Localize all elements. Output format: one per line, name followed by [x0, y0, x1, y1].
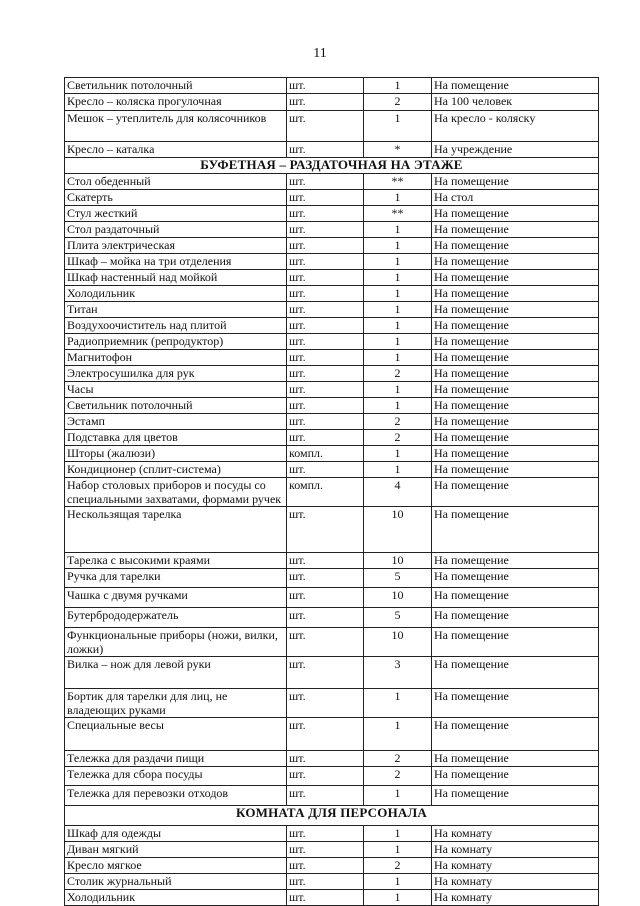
quantity-cell: 1: [364, 462, 432, 478]
quantity-cell: 10: [364, 628, 432, 657]
item-name-cell: Кресло – каталка: [65, 142, 287, 158]
unit-cell: шт.: [287, 174, 364, 190]
quantity-cell: 1: [364, 382, 432, 398]
quantity-cell: 1: [364, 826, 432, 842]
item-name-cell: Чашка с двумя ручками: [65, 588, 287, 608]
table-row: [65, 507, 599, 553]
quantity-cell: 1: [364, 890, 432, 906]
item-name-cell: Бутербрододержатель: [65, 608, 287, 628]
quantity-cell: 2: [364, 767, 432, 786]
quantity-cell: 1: [364, 446, 432, 462]
table-row: [65, 270, 599, 286]
quantity-cell: 1: [364, 398, 432, 414]
item-name-cell: Вилка – нож для левой руки: [65, 657, 287, 689]
table-row: [65, 238, 599, 254]
quantity-cell: 1: [364, 718, 432, 751]
norm-cell: На помещение: [432, 366, 599, 382]
norm-cell: На помещение: [432, 507, 599, 553]
table-row: [65, 718, 599, 751]
norm-cell: На комнату: [432, 874, 599, 890]
norm-cell: На помещение: [432, 414, 599, 430]
unit-cell: шт.: [287, 462, 364, 478]
norm-cell: На комнату: [432, 826, 599, 842]
quantity-cell: 1: [364, 270, 432, 286]
table-row: [65, 478, 599, 507]
item-name-cell: Столик журнальный: [65, 874, 287, 890]
table-row: [65, 462, 599, 478]
norm-cell: На комнату: [432, 858, 599, 874]
norm-cell: На помещение: [432, 174, 599, 190]
unit-cell: шт.: [287, 382, 364, 398]
quantity-cell: 2: [364, 430, 432, 446]
norm-cell: На помещение: [432, 398, 599, 414]
norm-cell: На помещение: [432, 446, 599, 462]
table-row: [65, 318, 599, 334]
unit-cell: шт.: [287, 874, 364, 890]
quantity-cell: 2: [364, 414, 432, 430]
quantity-cell: 1: [364, 689, 432, 718]
table-row: [65, 657, 599, 689]
item-name-cell: Функциональные приборы (ножи, вилки, ложки): [65, 628, 287, 657]
table-row: [65, 890, 599, 906]
norm-cell: На 100 человек: [432, 94, 599, 111]
norm-cell: На помещение: [432, 78, 599, 94]
unit-cell: шт.: [287, 767, 364, 786]
section-title: КОМНАТА ДЛЯ ПЕРСОНАЛА: [65, 806, 599, 826]
unit-cell: шт.: [287, 553, 364, 569]
norm-cell: На помещение: [432, 608, 599, 628]
quantity-cell: 1: [364, 190, 432, 206]
norm-cell: На помещение: [432, 718, 599, 751]
table-row: [65, 302, 599, 318]
norm-cell: На помещение: [432, 462, 599, 478]
table-row: [65, 786, 599, 806]
norm-cell: На комнату: [432, 890, 599, 906]
quantity-cell: 10: [364, 588, 432, 608]
table-row: [65, 78, 599, 94]
quantity-cell: 5: [364, 608, 432, 628]
table-row: [65, 414, 599, 430]
table-row: [65, 874, 599, 890]
unit-cell: шт.: [287, 588, 364, 608]
equipment-table-body: [65, 78, 599, 906]
item-name-cell: Тарелка с высокими краями: [65, 553, 287, 569]
unit-cell: шт.: [287, 689, 364, 718]
unit-cell: шт.: [287, 222, 364, 238]
unit-cell: компл.: [287, 478, 364, 507]
quantity-cell: 1: [364, 78, 432, 94]
item-name-cell: Скатерть: [65, 190, 287, 206]
table-row: [65, 430, 599, 446]
item-name-cell: Подставка для цветов: [65, 430, 287, 446]
unit-cell: шт.: [287, 111, 364, 142]
norm-cell: На помещение: [432, 569, 599, 588]
table-row: [65, 689, 599, 718]
page-number: 11: [313, 46, 327, 61]
item-name-cell: Плита электрическая: [65, 238, 287, 254]
norm-cell: На помещение: [432, 350, 599, 366]
item-name-cell: Ручка для тарелки: [65, 569, 287, 588]
quantity-cell: 2: [364, 366, 432, 382]
unit-cell: шт.: [287, 608, 364, 628]
unit-cell: шт.: [287, 238, 364, 254]
table-row: [65, 569, 599, 588]
unit-cell: шт.: [287, 302, 364, 318]
table-row: [65, 858, 599, 874]
table-row: [65, 588, 599, 608]
norm-cell: На помещение: [432, 628, 599, 657]
item-name-cell: Диван мягкий: [65, 842, 287, 858]
unit-cell: шт.: [287, 890, 364, 906]
quantity-cell: 1: [364, 238, 432, 254]
item-name-cell: Кресло мягкое: [65, 858, 287, 874]
item-name-cell: Кресло – коляска прогулочная: [65, 94, 287, 111]
unit-cell: шт.: [287, 657, 364, 689]
item-name-cell: Стул жесткий: [65, 206, 287, 222]
norm-cell: На помещение: [432, 238, 599, 254]
quantity-cell: 1: [364, 874, 432, 890]
unit-cell: шт.: [287, 569, 364, 588]
unit-cell: шт.: [287, 842, 364, 858]
section-header-row: [65, 158, 599, 174]
unit-cell: шт.: [287, 94, 364, 111]
unit-cell: шт.: [287, 270, 364, 286]
unit-cell: шт.: [287, 366, 364, 382]
unit-cell: шт.: [287, 286, 364, 302]
norm-cell: На помещение: [432, 478, 599, 507]
unit-cell: шт.: [287, 254, 364, 270]
norm-cell: На помещение: [432, 382, 599, 398]
unit-cell: шт.: [287, 206, 364, 222]
quantity-cell: 1: [364, 286, 432, 302]
norm-cell: На комнату: [432, 842, 599, 858]
table-row: [65, 190, 599, 206]
item-name-cell: Электросушилка для рук: [65, 366, 287, 382]
norm-cell: На помещение: [432, 222, 599, 238]
table-row: [65, 382, 599, 398]
table-row: [65, 751, 599, 767]
quantity-cell: **: [364, 206, 432, 222]
norm-cell: На помещение: [432, 786, 599, 806]
norm-cell: На стол: [432, 190, 599, 206]
unit-cell: шт.: [287, 826, 364, 842]
item-name-cell: Часы: [65, 382, 287, 398]
norm-cell: На помещение: [432, 767, 599, 786]
quantity-cell: 2: [364, 94, 432, 111]
item-name-cell: Тележка для перевозки отходов: [65, 786, 287, 806]
unit-cell: шт.: [287, 318, 364, 334]
item-name-cell: Магнитофон: [65, 350, 287, 366]
norm-cell: На помещение: [432, 334, 599, 350]
item-name-cell: Шкаф для одежды: [65, 826, 287, 842]
unit-cell: компл.: [287, 446, 364, 462]
item-name-cell: Светильник потолочный: [65, 398, 287, 414]
unit-cell: шт.: [287, 786, 364, 806]
norm-cell: На помещение: [432, 286, 599, 302]
unit-cell: шт.: [287, 78, 364, 94]
norm-cell: На помещение: [432, 206, 599, 222]
item-name-cell: Тележка для раздачи пищи: [65, 751, 287, 767]
item-name-cell: Светильник потолочный: [65, 78, 287, 94]
norm-cell: На помещение: [432, 430, 599, 446]
table-row: [65, 254, 599, 270]
table-row: [65, 608, 599, 628]
norm-cell: На помещение: [432, 553, 599, 569]
table-row: [65, 553, 599, 569]
table-row: [65, 174, 599, 190]
item-name-cell: Холодильник: [65, 890, 287, 906]
quantity-cell: **: [364, 174, 432, 190]
table-row: [65, 111, 599, 142]
quantity-cell: 10: [364, 507, 432, 553]
quantity-cell: *: [364, 142, 432, 158]
item-name-cell: Шторы (жалюзи): [65, 446, 287, 462]
table-row: [65, 94, 599, 111]
unit-cell: шт.: [287, 858, 364, 874]
item-name-cell: Стол обеденный: [65, 174, 287, 190]
item-name-cell: Бортик для тарелки для лиц, не владеющих руками: [65, 689, 287, 718]
norm-cell: На помещение: [432, 689, 599, 718]
item-name-cell: Мешок – утеплитель для колясочников: [65, 111, 287, 142]
equipment-table: [64, 77, 599, 906]
norm-cell: На учреждение: [432, 142, 599, 158]
quantity-cell: 5: [364, 569, 432, 588]
table-row: [65, 366, 599, 382]
table-row: [65, 286, 599, 302]
item-name-cell: Холодильник: [65, 286, 287, 302]
unit-cell: шт.: [287, 190, 364, 206]
table-row: [65, 350, 599, 366]
quantity-cell: 1: [364, 318, 432, 334]
norm-cell: На помещение: [432, 270, 599, 286]
quantity-cell: 2: [364, 858, 432, 874]
table-row: [65, 767, 599, 786]
quantity-cell: 1: [364, 222, 432, 238]
norm-cell: На помещение: [432, 657, 599, 689]
quantity-cell: 1: [364, 254, 432, 270]
table-row: [65, 826, 599, 842]
quantity-cell: 1: [364, 350, 432, 366]
table-row: [65, 142, 599, 158]
quantity-cell: 1: [364, 786, 432, 806]
quantity-cell: 1: [364, 302, 432, 318]
quantity-cell: 4: [364, 478, 432, 507]
item-name-cell: Специальные весы: [65, 718, 287, 751]
quantity-cell: 1: [364, 334, 432, 350]
norm-cell: На помещение: [432, 751, 599, 767]
table-row: [65, 842, 599, 858]
norm-cell: На помещение: [432, 254, 599, 270]
quantity-cell: 3: [364, 657, 432, 689]
item-name-cell: Радиоприемник (репродуктор): [65, 334, 287, 350]
unit-cell: шт.: [287, 350, 364, 366]
unit-cell: шт.: [287, 142, 364, 158]
item-name-cell: Кондиционер (сплит-система): [65, 462, 287, 478]
norm-cell: На кресло - коляску: [432, 111, 599, 142]
norm-cell: На помещение: [432, 318, 599, 334]
item-name-cell: Шкаф – мойка на три отделения: [65, 254, 287, 270]
section-title: БУФЕТНАЯ – РАЗДАТОЧНАЯ НА ЭТАЖЕ: [65, 158, 599, 174]
quantity-cell: 2: [364, 751, 432, 767]
item-name-cell: Набор столовых приборов и посуды со специальными захватами, формами ручек: [65, 478, 287, 507]
item-name-cell: Титан: [65, 302, 287, 318]
table-row: [65, 206, 599, 222]
unit-cell: шт.: [287, 628, 364, 657]
item-name-cell: Шкаф настенный над мойкой: [65, 270, 287, 286]
table-row: [65, 222, 599, 238]
quantity-cell: 1: [364, 111, 432, 142]
item-name-cell: Эстамп: [65, 414, 287, 430]
unit-cell: шт.: [287, 430, 364, 446]
unit-cell: шт.: [287, 398, 364, 414]
norm-cell: На помещение: [432, 588, 599, 608]
item-name-cell: Тележка для сбора посуды: [65, 767, 287, 786]
table-row: [65, 446, 599, 462]
quantity-cell: 1: [364, 842, 432, 858]
table-row: [65, 398, 599, 414]
item-name-cell: Воздухоочиститель над плитой: [65, 318, 287, 334]
unit-cell: шт.: [287, 718, 364, 751]
section-header-row: [65, 806, 599, 826]
quantity-cell: 10: [364, 553, 432, 569]
item-name-cell: Нескользящая тарелка: [65, 507, 287, 553]
unit-cell: шт.: [287, 507, 364, 553]
norm-cell: На помещение: [432, 302, 599, 318]
table-row: [65, 334, 599, 350]
unit-cell: шт.: [287, 751, 364, 767]
unit-cell: шт.: [287, 414, 364, 430]
table-row: [65, 628, 599, 657]
item-name-cell: Стол раздаточный: [65, 222, 287, 238]
unit-cell: шт.: [287, 334, 364, 350]
